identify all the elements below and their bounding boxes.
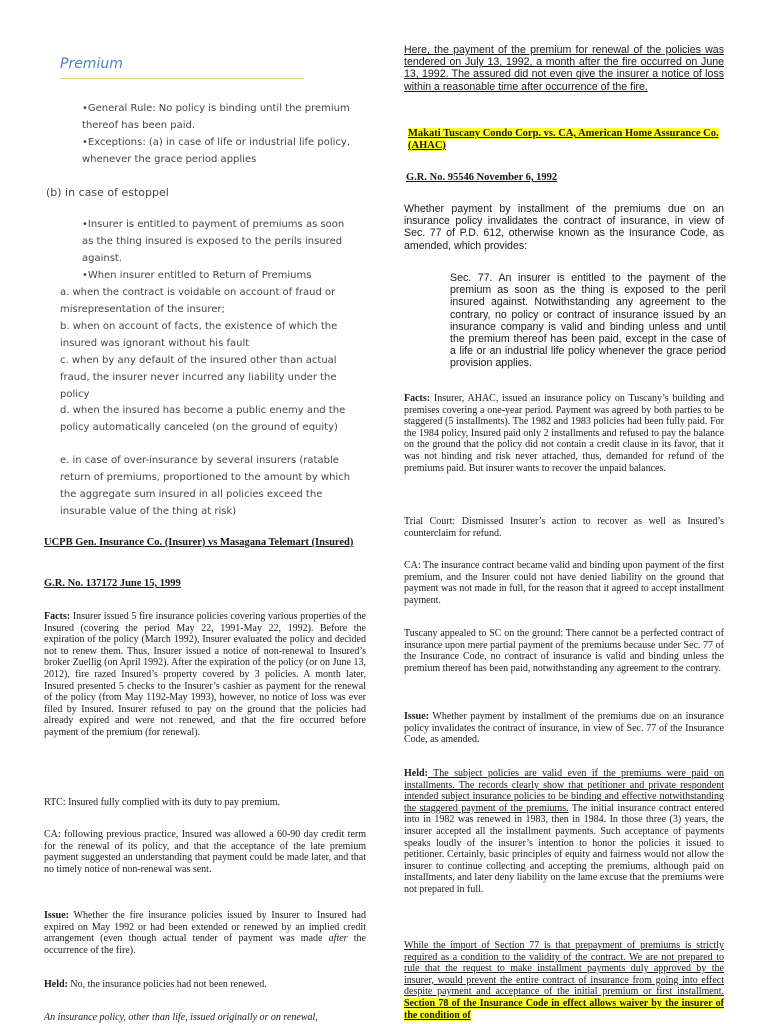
section78-highlight: Section 78 of the Insurance Code in effect allows waiver by the insurer of the condition of: [404, 997, 724, 1021]
return-item-a: a. when the contract is voidable on account of fraud or misrepresentation of the insurer;: [60, 287, 336, 315]
issue-text-makati: Whether payment by installment of the premiums due on an insurance policy invalidates the contract of insurance, in view of Sec. 77 of the Insurance Code, as amended.: [404, 711, 724, 746]
facts-label: Facts:: [44, 611, 71, 622]
held-underlined: The subject policies are valid even if the premiums were paid on installments. The records clearly show that petitioner and private respondent intended subject insurance policies to be binding and effective notwithstanding the staggered payment of the premiums.: [404, 768, 724, 814]
facts-text: Insurer issued 5 fire insurance policies covering various properties of the Insured (covering the period May 22, 1991-May 22, 1992). Before the expiration of the policy (March 1992), Insurer evaluated the policy and decided not to renew them. Thus, Insurer issued a notice of non-renewal to Insured’s broker Zuellig (on April 1992). After the expiration of the policy (or on June 13, 2012), fire razed Insured’s property covered by 3 policies. A month later, Insured presented 5 checks to the Insurer’s cashier as payment for the renewal of the policy (from May 1192-May 1993), however, no notice of loss was ever filed by Insured. Insurer refused to pay on the ground that the policies had already expired and were not renewed, and that the fire occurred before payment of the premium (for renewal).: [44, 611, 366, 738]
issue-text: Whether the fire insurance policies issued by Insurer to Insured had expired on May 1992 or had been extended or renewed by an implied credit arrangement (even though actual tender of payment was made: [44, 910, 366, 945]
return-heading: •When insurer entitled to Return of Premiums: [82, 270, 312, 281]
issue-after: after: [328, 933, 348, 945]
issue-text-end: the occurrence of the fire).: [44, 933, 366, 956]
return-item-d: d. when the insured has become a public enemy and the policy automatically canceled (on the ground of equity): [60, 405, 346, 433]
trial-court-paragraph: Trial Court: Dismissed Insurer’s action to recover as well as Insured’s counterclaim for refund.: [404, 516, 724, 539]
ca-paragraph-makati: CA: The insurance contract became valid and binding upon payment of the first premium, and the Insurer could not have denied liability on the ground that payment was not made in full, for the reason that it agreed to accept installment payment.: [404, 560, 724, 606]
issue-label: Issue:: [44, 910, 70, 921]
return-item-b: b. when on account of facts, the existence of which the insured was ignorant without his fault: [60, 321, 338, 349]
last-line-ucpb: An insurance policy, other than life, issued originally or on renewal,: [44, 1012, 318, 1023]
sec77-quote: Sec. 77. An insurer is entitled to the payment of the premium as soon as the thing is exposed to the peril insured against. Notwithstanding any agreement to the contrary, no policy or contract of insurance issued by an insurance company is valid and binding unless and until the premium thereof has been paid, except in the case of a life or an industrial life policy whenever the grace period provision applies.: [450, 272, 726, 370]
held-rest: The initial insurance contract entered into in 1982 was renewed in 1983, then in 1984. In those three (3) years, the insurer accepted all the installment payments. Such acceptance of payments speaks loudly of the insurer’s intention to honor the policies it issued to petitioner. Certainly, basic principles of equity and fairness would not allow the insurer to continue collecting and accepting the premiums, although paid on installments, and later deny liability on the lame excuse that the premiums were not prepared in full.: [404, 802, 724, 895]
held-label-makati: Held:: [404, 768, 428, 779]
facts-text-makati: Insurer, AHAC, issued an insurance policy on Tuscany’s building and premises covering a one-year period. Payment was agreed by both parties to be staggered (5 installments). The 1982 and 1983 policies had been fully paid. For the 1984 policy, Insured paid only 2 installments and refused to pay the balance on the ground that the policy did not contain a credit clause in its favor, that it was not binding and risk never attached, thus, demanded for refund of the premiums paid. But insurer wants to recover the unpaid balances.: [404, 393, 724, 474]
rtc-paragraph: RTC: Insured fully complied with its duty to pay premium.: [44, 797, 281, 808]
case-title-makati: [408, 128, 728, 152]
ca-paragraph-ucpb: CA: following previous practice, Insured was allowed a 60-90 day credit term for the renewal of its policy, and that the acceptance of the late premium payment suggested an understanding that payment could be made later, and that no timely notice of non-renewal was sent.: [44, 829, 366, 875]
section-heading-premium: Premium: [60, 56, 123, 72]
import-underlined: While the import of Section 77 is that prepayment of premiums is strictly required as a condition to the validity of the contract. We are not prepared to rule that the request to make installment payments duly approved by the insurer, would prevent the entire contract of insurance from going into effect despite payment and acceptance of the initial premium or first installment.: [404, 940, 724, 998]
issue-paragraph-makati: [404, 711, 724, 746]
issue-label-makati: Issue:: [404, 711, 430, 722]
return-item-c: c. when by any default of the insured other than actual fraud, the insurer never incurred any liability under the policy: [60, 355, 337, 400]
case-title-ucpb: UCPB Gen. Insurance Co. (Insurer) vs Masagana Telemart (Insured): [44, 537, 354, 548]
estoppel-item: (b) in case of estoppel: [46, 186, 169, 199]
gr-number-ucpb: G.R. No. 137172 June 15, 1999: [44, 578, 181, 589]
gr-number-makati: G.R. No. 95546 November 6, 1992: [406, 172, 558, 183]
section77-import-paragraph: [404, 940, 724, 1021]
case-title-highlight: Makati Tuscany Condo Corp. vs. CA, American Home Assurance Co. (AHAC): [408, 128, 719, 151]
facts-label-makati: Facts:: [404, 393, 431, 404]
facts-paragraph-ucpb: [44, 611, 366, 739]
return-item-e: e. in case of over-insurance by several insurers (ratable return of premiums, proportioned to the amount by which the aggregate sum insured in all policies exceed the insurable value of the thing at risk): [60, 455, 351, 517]
renewal-payment-paragraph: Here, the payment of the premium for renewal of the policies was tendered on July 13, 1992, a month after the fire occurred on June 13, 1992. The assured did not even give the insurer a notice of loss within a reasonable time after occurrence of the fire.: [404, 44, 724, 93]
insurer-entitled: •Insurer is entitled to payment of premiums as soon as the thing insured is exposed to the perils insured against.: [82, 219, 345, 264]
held-paragraph-ucpb: [44, 979, 366, 991]
question-paragraph: Whether payment by installment of the premiums due on an insurance policy invalidates the contract of insurance, in view of Sec. 77 of P.D. 612, otherwise known as the Insurance Code, as amended, which provides:: [404, 203, 724, 252]
tuscany-appeal-paragraph: Tuscany appealed to SC on the ground: There cannot be a perfected contract of insurance upon mere partial payment of the premiums because under Sec. 77 of the Insurance Code, no contract of insurance is valid and binding unless the premium thereof has been paid, notwithstanding any agreement to the contrary.: [404, 628, 724, 674]
heading-underline: [60, 78, 304, 79]
exceptions: •Exceptions: (a) in case of life or industrial life policy, whenever the grace period applies: [82, 137, 351, 165]
held-label: Held:: [44, 979, 68, 990]
held-text: No, the insurance policies had not been renewed.: [67, 979, 267, 990]
issue-paragraph-ucpb: [44, 910, 366, 956]
held-paragraph-makati: [404, 768, 724, 896]
general-rule: •General Rule: No policy is binding until the premium thereof has been paid.: [82, 103, 350, 131]
facts-paragraph-makati: [404, 393, 724, 474]
